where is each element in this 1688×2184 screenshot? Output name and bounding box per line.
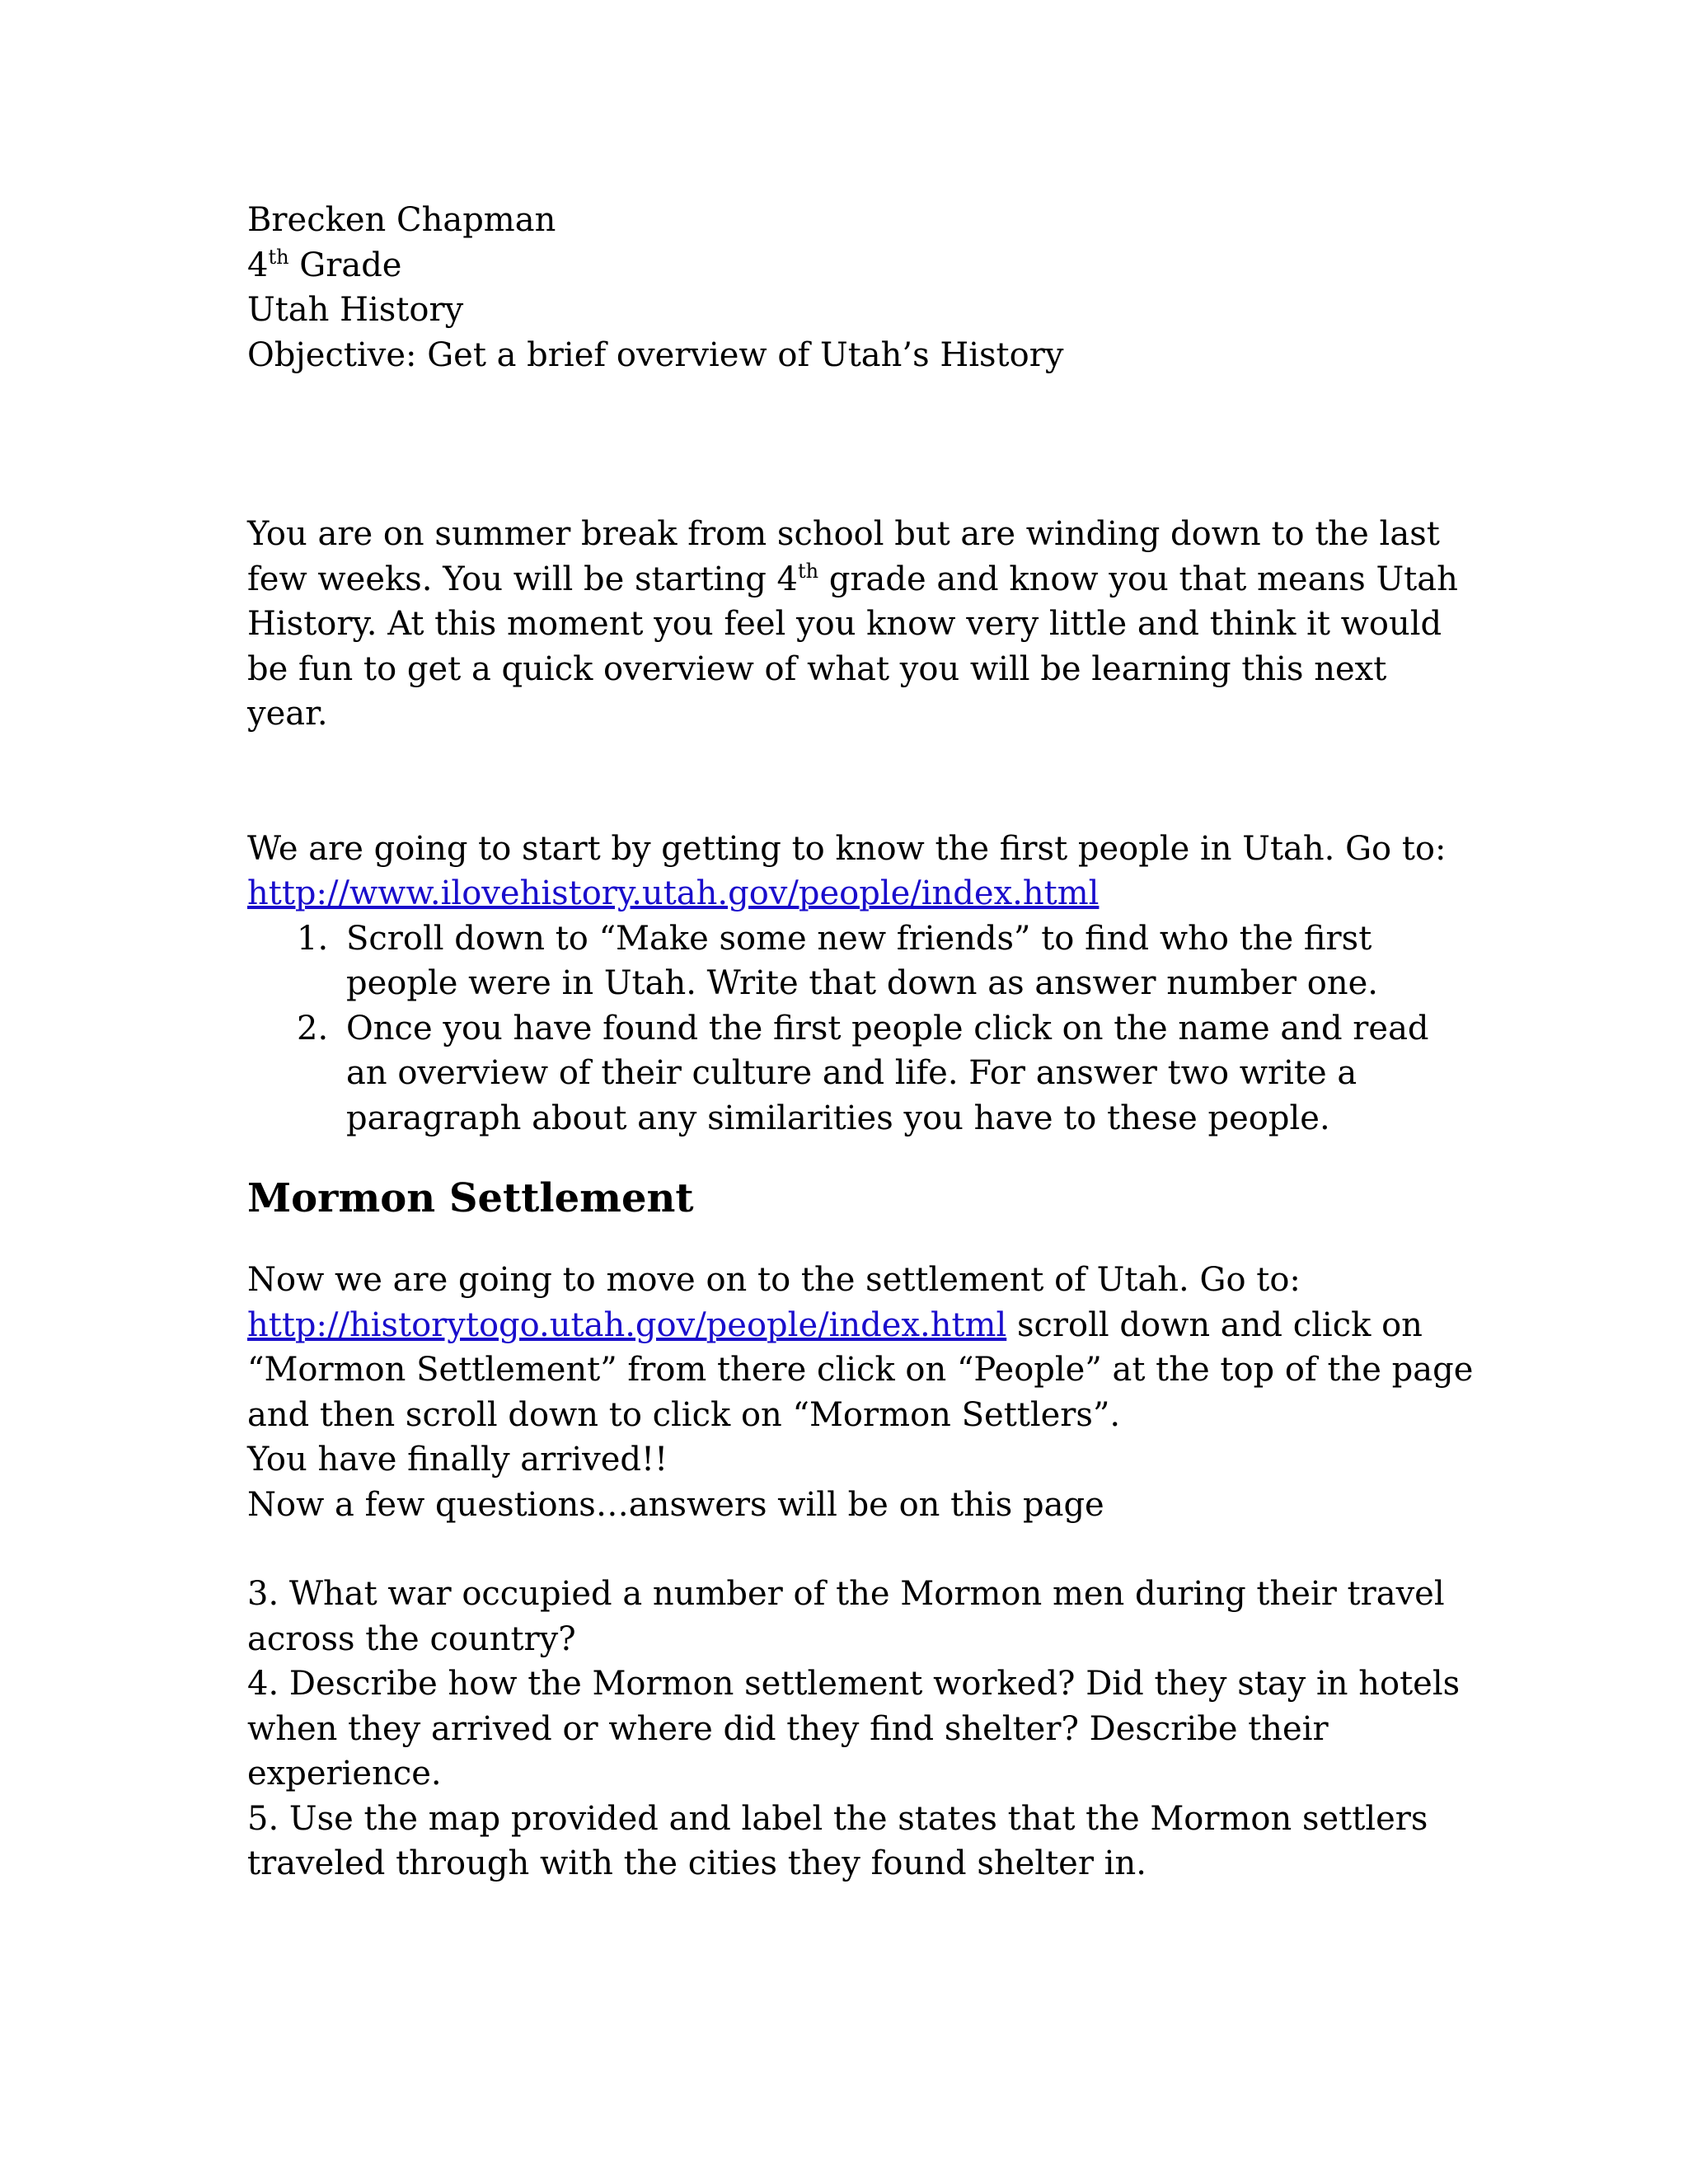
intro-text: few weeks. You will be starting 4 <box>247 560 798 598</box>
questions-section <box>247 1572 1461 1886</box>
grade-word: Grade <box>288 246 402 284</box>
section-heading: Mormon Settlement <box>247 1175 694 1221</box>
list-number: 1. <box>297 919 329 958</box>
intro-line <box>247 557 1458 602</box>
spacer <box>247 1527 1451 1572</box>
list-item-line: people were in Utah. Write that down as answer number one. <box>346 964 1378 1002</box>
settlement-line: “Mormon Settlement” from there click on “People” at the top of the page <box>247 1351 1474 1389</box>
list-item-line: an overview of their culture and life. For answer two write a <box>346 1054 1357 1092</box>
intro-superscript: th <box>798 559 819 583</box>
question-line: when they arrived or where did they find shelter? Describe their <box>247 1709 1329 1748</box>
subject-line: Utah History <box>247 291 464 329</box>
spacer <box>247 377 1451 512</box>
objective-line: Objective: Get a brief overview of Utah’s History <box>247 335 1064 374</box>
list-number: 2. <box>297 1009 329 1047</box>
intro-line: year. <box>247 695 328 733</box>
list-item <box>247 1006 1451 1141</box>
list-item-line: Scroll down to “Make some new friends” to find who the first <box>346 919 1372 958</box>
question-line: experience. <box>247 1755 442 1793</box>
instruction-list <box>247 916 1451 1141</box>
list-item-line: Once you have found the first people click on the name and read <box>346 1009 1429 1047</box>
question-line: across the country? <box>247 1619 576 1658</box>
question-line: 5. Use the map provided and label the states that the Mormon settlers <box>247 1799 1428 1838</box>
intro-line: You are on summer break from school but are winding down to the last <box>247 515 1440 553</box>
first-people-link-line <box>247 871 1451 916</box>
question-line: 4. Describe how the Mormon settlement worked? Did they stay in hotels <box>247 1665 1461 1703</box>
settlement-after-link: scroll down and click on <box>1006 1305 1423 1344</box>
settlement-line: and then scroll down to click on “Mormon Settlers”. <box>247 1395 1121 1434</box>
grade-number: 4 <box>247 246 269 284</box>
first-people-link[interactable]: http://www.ilovehistory.utah.gov/people/index.html <box>247 874 1100 912</box>
first-people-section <box>247 827 1451 1141</box>
settlement-link[interactable]: http://historytogo.utah.gov/people/index.html <box>247 1305 1007 1344</box>
intro-paragraph <box>247 512 1458 737</box>
settlement-lead: Now we are going to move on to the settlement of Utah. Go to: <box>247 1261 1301 1299</box>
first-people-lead: We are going to start by getting to know the first people in Utah. Go to: <box>247 829 1447 868</box>
settlement-link-line <box>247 1303 1451 1348</box>
grade-line <box>247 243 1451 288</box>
list-item-line: paragraph about any similarities you have to these people. <box>346 1099 1330 1137</box>
question-line: traveled through with the cities they found shelter in. <box>247 1844 1146 1882</box>
intro-text: grade and know you that means Utah <box>818 560 1458 598</box>
intro-line: History. At this moment you feel you know very little and think it would <box>247 605 1442 643</box>
settlement-line: Now a few questions…answers will be on this page <box>247 1485 1104 1524</box>
settlement-section <box>247 1258 1474 1527</box>
header-block <box>247 198 1451 377</box>
question-line: 3. What war occupied a number of the Mormon men during their travel <box>247 1575 1445 1613</box>
document-page <box>247 198 1474 1886</box>
list-item <box>247 916 1451 1006</box>
student-name: Brecken Chapman <box>247 201 556 239</box>
grade-suffix: th <box>268 245 289 269</box>
spacer <box>247 737 1451 827</box>
settlement-line: You have finally arrived!! <box>247 1441 668 1479</box>
intro-line: be fun to get a quick overview of what you will be learning this next <box>247 649 1387 688</box>
